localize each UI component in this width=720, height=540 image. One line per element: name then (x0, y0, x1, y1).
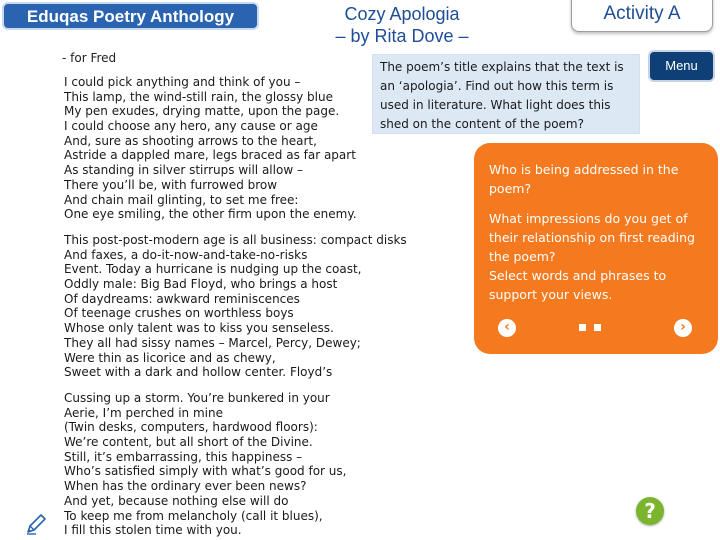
page-title (312, 3, 492, 47)
poem-stanza-1 (64, 75, 357, 222)
poem-line: Whose only talent was to kiss you senseless. (64, 321, 334, 336)
apologia-question-box (372, 54, 640, 134)
poem-line: There you’ll be, with furrowed brow (64, 177, 278, 192)
poem-line: Of daydreams: awkward reminiscences (64, 291, 300, 306)
discussion-questions-panel (474, 143, 718, 354)
poem-line: I fill this stolen time with you. (64, 523, 242, 538)
question-addressee: Who is being addressed in the poem? (489, 162, 679, 196)
pager-dot (594, 324, 601, 331)
poem-line: Were thin as licorice and as chewy, (64, 350, 276, 365)
poem-line: This lamp, the wind-still rain, the glossy blue (64, 89, 333, 104)
poem-line: This post-post-modern age is all business: compact disks (64, 233, 407, 247)
poem-line: Still, it’s embarrassing, this happiness – (64, 449, 303, 464)
poem-line: (Twin desks, computers, hardwood floors): (64, 420, 318, 435)
poem-line: As standing in silver stirrups will allow – (64, 163, 303, 178)
poem-line: Sweet with a dark and hollow center. Floyd’s (64, 365, 333, 380)
poem-stanza-3 (64, 391, 346, 538)
poem-line: And chain mail glinting, to set me free: (64, 192, 299, 207)
activity-tab[interactable] (571, 0, 713, 32)
activity-label: Activity A (603, 3, 681, 24)
poem-line: Event. Today a hurricane is nudging up the coast, (64, 262, 362, 277)
question-relationship-text: What impressions do you get of their relationship on first reading the poem? (489, 211, 695, 264)
poem-stanza-2 (64, 233, 407, 380)
menu-label: Menu (665, 58, 698, 73)
poem-line: Who’s satisfied simply with what’s good for us, (64, 464, 347, 479)
poem-line: And yet, because nothing else will do (64, 493, 289, 508)
poem-line: Astride a dappled mare, legs braced as far apart (64, 148, 356, 163)
poem-line: To keep me from melancholy (call it blues), (64, 508, 323, 523)
apologia-question-text: The poem’s title explains that the text is an ‘apologia’. Find out how this term is used in literature. What light does this shed on the content of the poem? (380, 60, 624, 131)
poem-line: I could pick anything and think of you – (64, 75, 301, 89)
help-icon[interactable]: ? (636, 497, 664, 525)
pager-dot (579, 324, 586, 331)
poem-line: And faxes, a do-it-now-and-take-no-risks (64, 247, 308, 262)
poem-line: One eye smiling, the other firm upon the enemy. (64, 207, 357, 222)
poem-line: We’re content, but all short of the Divine. (64, 435, 313, 450)
pencil-icon[interactable] (24, 513, 48, 535)
poem-line: They all had sissy names – Marcel, Percy, Dewey; (64, 335, 361, 350)
poem-title: Cozy Apologia (344, 4, 460, 24)
poem-line: And, sure as shooting arrows to the heart, (64, 133, 317, 148)
poem-dedication: - for Fred (62, 51, 117, 65)
poem-line: Of teenage crushes on worthless boys (64, 306, 294, 321)
chevron-right-icon[interactable]: › (674, 319, 692, 337)
question-support-text: Select words and phrases to support your views. (489, 268, 667, 302)
poem-line: When has the ordinary ever been news? (64, 479, 307, 494)
poem-line: Aerie, I’m perched in mine (64, 405, 223, 420)
poem-line: Oddly male: Big Bad Floyd, who brings a host (64, 277, 338, 292)
menu-button[interactable] (648, 50, 715, 82)
poem-line: I could choose any hero, any cause or age (64, 119, 318, 134)
anthology-label: Eduqas Poetry Anthology (26, 7, 235, 26)
chevron-left-icon[interactable]: ‹ (498, 319, 516, 337)
poem-line: Cussing up a storm. You’re bunkered in your (64, 391, 330, 405)
poem-author: – by Rita Dove – (335, 26, 469, 46)
anthology-tab[interactable] (2, 2, 259, 30)
question-relationship (489, 209, 711, 304)
poem-line: My pen exudes, drying matte, upon the page. (64, 104, 340, 119)
